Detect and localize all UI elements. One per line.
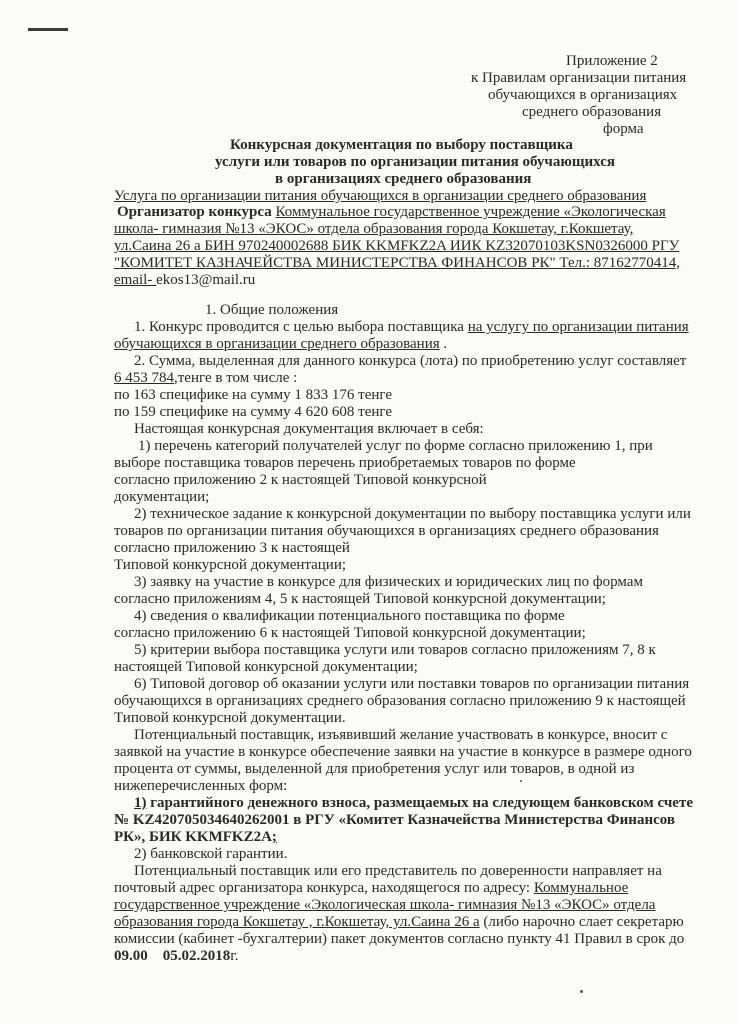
submission-line-5: комиссии (кабинет -бухгалтерии) пакет документов согласно пункту 41 Правил в срок до bbox=[114, 931, 685, 947]
item-line: 6) Типовой договор об оказании услуги или поставки товаров по организации питания bbox=[134, 676, 690, 692]
doc-title-line-1: Конкурсная документация по выбору поставщика bbox=[230, 137, 573, 153]
deadline-date-end: г. bbox=[230, 948, 239, 964]
guarantee-number: 1) bbox=[134, 795, 147, 811]
submission-line-6 bbox=[114, 947, 238, 965]
security-line: процента от суммы, выделенной для приобретения услуг или товаров, в одной из bbox=[114, 761, 635, 777]
appendix-line-5: форма bbox=[603, 121, 644, 137]
deadline-time: 09.00 bbox=[114, 948, 148, 964]
submission-line-3: государственное учреждение «Экологическая школа- гимназия №13 «ЭКОС» отдела bbox=[114, 897, 656, 913]
appendix-line-2: к Правилам организации питания bbox=[471, 70, 687, 86]
guarantee-text: гарантийного денежного взноса, размещаемых на следующем банковском счете bbox=[146, 795, 693, 811]
item-line: 3) заявку на участие в конкурсе для физических и юридических лиц по формам bbox=[134, 574, 643, 590]
item-line: 2) техническое задание к конкурсной документации по выбору поставщика услуги или bbox=[134, 506, 691, 522]
guarantee-end: ; bbox=[271, 829, 277, 845]
organizer-line-4: "КОМИТЕТ КАЗНАЧЕЙСТВА МИНИСТЕРСТВА ФИНАНСОВ РК" Тел.: 87162770414, bbox=[114, 255, 681, 271]
item-line: товаров по организации питания обучающихся в организациях среднего образования bbox=[114, 523, 659, 539]
deadline-date: 05.02.2018 bbox=[162, 948, 231, 964]
security-line: нижеперечисленных форм: bbox=[114, 778, 288, 794]
item-line: настоящей Типовой конкурсной документации; bbox=[114, 659, 418, 675]
item-line: согласно приложению 2 к настоящей Типовой конкурсной bbox=[114, 472, 487, 488]
p1-line-2 bbox=[114, 335, 447, 353]
submission-address: образования города Кокшетау , г.Кокшетау, ул.Саина 26 а bbox=[114, 914, 480, 930]
item-line: согласно приложению 6 к настоящей Типовой конкурсной документации; bbox=[114, 625, 586, 641]
guarantee-line-2: № KZ420705034640262001 в РГУ «Комитет Казначейства Министерства Финансов bbox=[114, 812, 675, 828]
submission-note: (либо нарочно слает секретарю bbox=[479, 914, 684, 930]
service-line: Услуга по организации питания обучающихся в организации среднего образования bbox=[114, 188, 647, 204]
item-line: согласно приложению 3 к настоящей bbox=[114, 540, 350, 556]
item-line: обучающихся в организациях среднего образования согласно приложению 9 к настоящей bbox=[114, 693, 686, 709]
appendix-line-3: обучающихся в организациях bbox=[488, 87, 678, 103]
p2-line-2 bbox=[114, 369, 297, 387]
organizer-label: Организатор конкурса bbox=[117, 204, 272, 220]
submission-line-1: Потенциальный поставщик или его представитель по доверенности направляет на bbox=[134, 863, 662, 879]
guarantee-line-3 bbox=[114, 828, 277, 846]
p2-line-4: по 159 специфике на сумму 4 620 608 тенге bbox=[114, 404, 393, 420]
security-line: заявкой на участие в конкурсе обеспечение заявки на участие в конкурсе в размере одного bbox=[114, 744, 692, 760]
email-address: ekos13@mail.ru bbox=[156, 272, 256, 288]
item-line: Типовой конкурсной документации. bbox=[114, 710, 346, 726]
submission-text: почтовый адрес организатора конкурса, находящегося по адресу: bbox=[114, 880, 534, 896]
p1-line-1 bbox=[134, 318, 689, 336]
appendix-line-4: среднего образования bbox=[522, 104, 662, 120]
scan-speck bbox=[520, 780, 522, 782]
organizer-line-2: школа- гимназия №13 «ЭКОС» отдела образования города Кокшетау, г.Кокшетау, bbox=[114, 221, 634, 237]
guarantee-line-1 bbox=[134, 794, 693, 812]
organizer-line-1 bbox=[117, 203, 666, 221]
p1-text: 1. Конкурс проводится с целью выбора поставщика bbox=[134, 319, 468, 335]
guarantee-bik: РК», БИК KKMFKZ2A bbox=[114, 829, 272, 845]
p2-line-3: по 163 специфике на сумму 1 833 176 тенге bbox=[114, 387, 393, 403]
item-line: выборе поставщика товаров перечень приобретаемых товаров по форме bbox=[114, 455, 576, 471]
p1-end: . bbox=[439, 336, 448, 352]
submission-line-4 bbox=[114, 913, 684, 931]
item-line: 5) критерии выбора поставщика услуги или товаров согласно приложениям 7, 8 к bbox=[134, 642, 656, 658]
bank-guarantee-line: 2) банковской гарантии. bbox=[134, 846, 288, 862]
section-heading: 1. Общие положения bbox=[205, 302, 339, 318]
scan-mark bbox=[28, 28, 68, 31]
includes-line: Настоящая конкурсная документация включает в себя: bbox=[134, 421, 484, 437]
item-line: 4) сведения о квалификации потенциального поставщика по форме bbox=[134, 608, 565, 624]
organizer-name-start: Коммунальное государственное учреждение «Экологическая bbox=[275, 204, 666, 220]
email-label: email- bbox=[114, 272, 157, 288]
doc-title-line-3: в организациях среднего образования bbox=[275, 171, 532, 187]
organizer-line-3: ул.Саина 26 а БИН 970240002688 БИК KKMFKZ2A ИИК KZ32070103KSN0326000 РГУ bbox=[114, 238, 680, 254]
item-line: согласно приложениям 4, 5 к настоящей Типовой конкурсной документации; bbox=[114, 591, 606, 607]
p1-underlined-2: обучающихся в организации среднего образования bbox=[114, 336, 440, 352]
item-line: документации; bbox=[114, 489, 210, 505]
item-line: 1) перечень категорий получателей услуг по форме согласно приложению 1, при bbox=[138, 438, 653, 454]
appendix-line-1: Приложение 2 bbox=[566, 53, 658, 69]
submission-underlined: Коммунальное bbox=[533, 880, 629, 896]
p2-line-1: 2. Сумма, выделенная для данного конкурса (лота) по приобретению услуг составляет bbox=[134, 353, 687, 369]
scan-speck bbox=[580, 990, 583, 993]
p2-rest: ,тенге в том числе : bbox=[174, 370, 298, 386]
item-line: Типовой конкурсной документации; bbox=[114, 557, 347, 573]
doc-title-line-2: услуги или товаров по организации питания обучающихся bbox=[215, 154, 616, 170]
security-line: Потенциальный поставщик, изъявивший желание участвовать в конкурсе, вносит с bbox=[134, 727, 668, 743]
submission-line-2 bbox=[114, 879, 628, 897]
p1-underlined: на услугу по организации питания bbox=[467, 319, 689, 335]
organizer-line-5 bbox=[114, 271, 255, 289]
p2-amount: 6 453 784 bbox=[114, 370, 174, 386]
